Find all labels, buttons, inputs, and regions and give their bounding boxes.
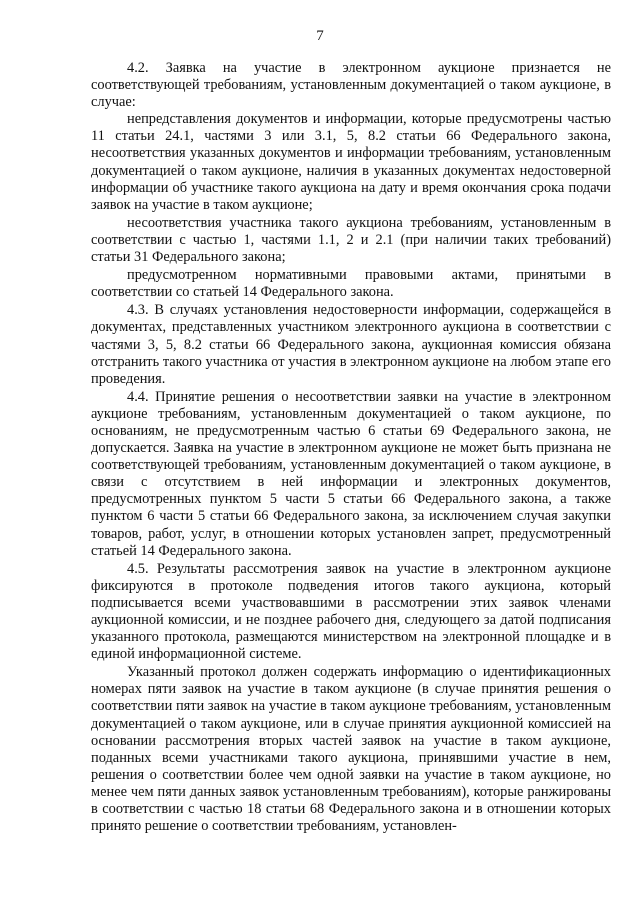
paragraph-item-regulatory-acts: предусмотренном нормативными правовыми актами, принятыми в соответствии со статьей 14 Федерального закона. (91, 267, 611, 301)
page-number: 7 (316, 28, 324, 44)
document-body (91, 60, 611, 835)
paragraph-4-5: 4.5. Результаты рассмотрения заявок на участие в электронном аукционе фиксируются в протоколе подведения итогов такого аукциона, который подписывается всеми участвовавшими в рассмотрении этих заявок членами аукционной комиссии, и не позднее рабочего дня, следующего за датой подписания указанного протокола, размещаются министерством на электронной площадке и в единой информационной системе. (91, 560, 611, 663)
paragraph-4-3: 4.3. В случаях установления недостоверности информации, содержащейся в документах, представленных участником электронного аукциона в соответствии с частями 3, 5, 8.2 статьи 66 Федерального закона, аукционная комиссия обязана отстранить такого участника от участия в электронном аукционе на любом этапе его проведения. (91, 302, 611, 387)
paragraph-item-non-submission: непредставления документов и информации, которые предусмотрены частью 11 статьи 24.1, частями 3 или 3.1, 5, 8.2 статьи 66 Федерального закона, несоответствия указанных документов и информации требованиям, установленным документацией о таком аукционе, наличия в указанных документах недостоверной информации об участнике такого аукциона на дату и время окончания срока подачи заявок на участие в таком аукционе; (91, 111, 611, 213)
paragraph-item-participant-mismatch: несоответствия участника такого аукциона требованиям, установленным в соответствии с частью 1, частями 1.1, 2 и 2.1 (при наличии таких требований) статьи 31 Федерального закона; (91, 214, 611, 266)
paragraph-4-4: 4.4. Принятие решения о несоответствии заявки на участие в электронном аукционе требованиям, установленным документацией о таком аукционе, по основаниям, не предусмотренным частью 6 статьи 69 Федерального закона, не допускается. Заявка на участие в электронном аукционе не может быть признана не соответствующей требованиям, установленным документацией о таком аукционе, в связи с отсутствием в ней информации и электронных документов, предусмотренных пунктом 5 части 5 статьи 66 Федерального закона, а также пунктом 6 части 5 статьи 66 Федерального закона, за исключением случая закупки товаров, работ, услуг, в отношении которых установлен запрет, предусмотренный статьей 14 Федерального закона. (91, 388, 611, 559)
paragraph-protocol-content: Указанный протокол должен содержать информацию о идентификационных номерах пяти заявок на участие в таком аукционе (в случае принятия решения о соответствии пяти заявок на участие в таком аукционе требованиям, установленным документацией о таком аукционе, или в случае принятия аукционной комиссией на основании рассмотрения вторых частей заявок на участие в таком аукционе, поданных всеми участниками такого аукциона, принявшими участие в нем, решения о соответствии более чем одной заявки на участие в таком аукционе, но менее чем пяти данных заявок установленным требованиям), которые ранжированы в соответствии с частью 18 статьи 68 Федерального закона и в отношении которых принято решение о соответствии требованиям, установлен- (91, 664, 611, 835)
paragraph-4-2: 4.2. Заявка на участие в электронном аукционе признается не соответствующей требованиям, установленным документацией о таком аукционе, в случае: (91, 60, 611, 111)
